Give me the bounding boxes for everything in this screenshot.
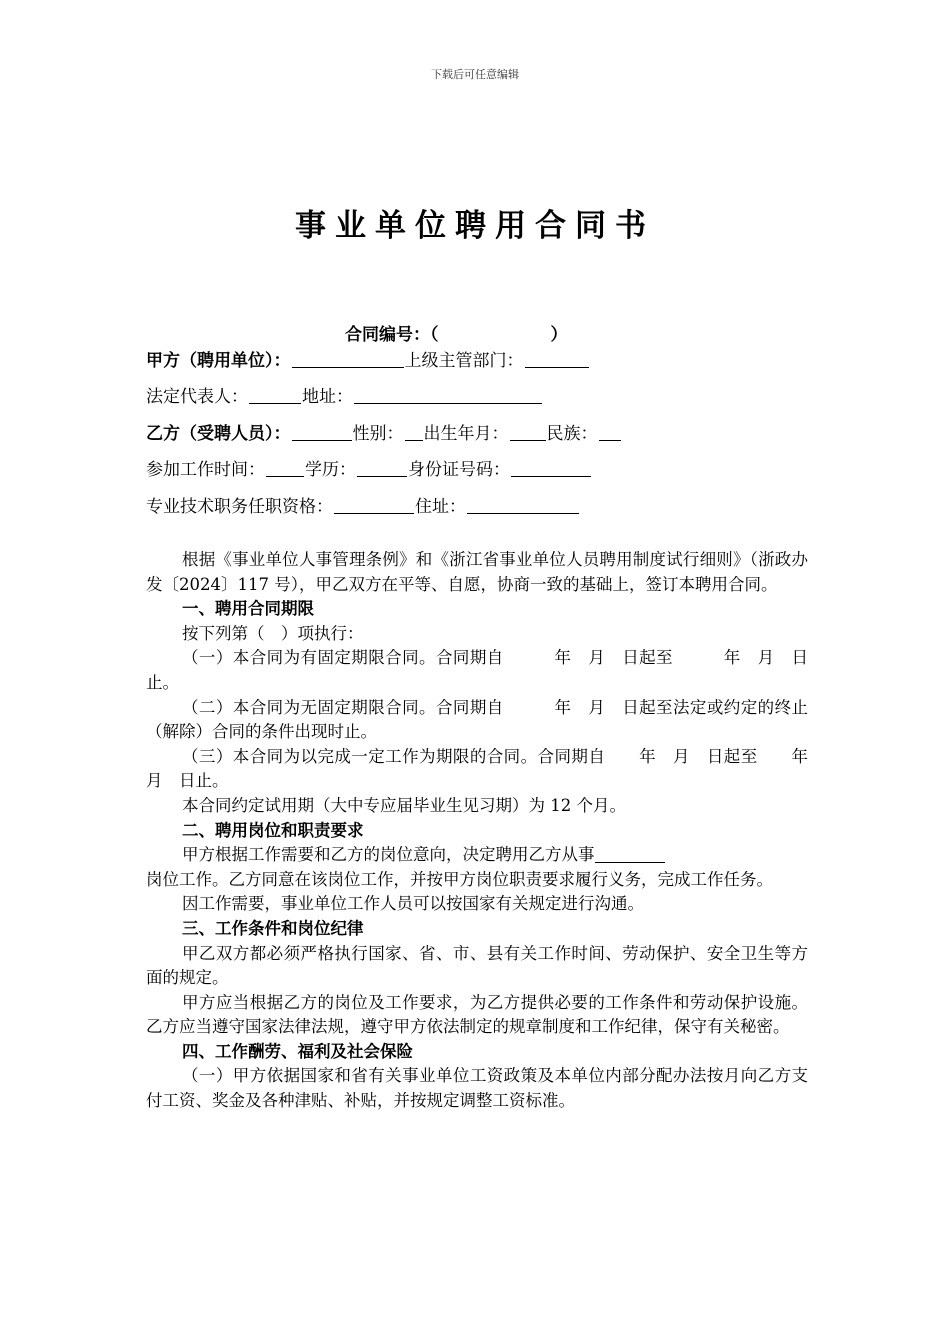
section-2-para-2: 因工作需要，事业单位工作人员可以按国家有关规定进行沟通。	[182, 894, 644, 914]
residence-blank	[467, 497, 579, 514]
section-4-heading: 四、工作酬劳、福利及社会保险	[182, 1041, 413, 1061]
contract-number-label: 合同编号：（	[345, 325, 439, 345]
section-2-para-1a-text: 甲方根据工作需要和乙方的岗位意向，决定聘用乙方从事	[182, 845, 595, 865]
birth-blank	[510, 424, 546, 441]
address-label: 地址：	[302, 387, 353, 407]
section-1-para-5: 本合同约定试用期（大中专应届毕业生见习期）为 12 个月。	[182, 795, 626, 815]
section-2-para-1a	[146, 843, 808, 868]
qualification-line	[146, 492, 580, 517]
party-a-label: 甲方（聘用单位）：	[146, 351, 291, 371]
intro-paragraph: 根据《事业单位人事管理条例》和《浙江省事业单位人员聘用制度试行细则》（浙政办发〔2024〕117 号），甲乙双方在平等、自愿，协商一致的基础上，签订本聘用合同。	[146, 550, 808, 594]
section-1-para-4: （三）本合同为以完成一定工作为期限的合同。合同期自 年 月 日起至 年 月 日止。	[146, 746, 825, 791]
work-start-blank	[266, 460, 304, 477]
legal-rep-line	[146, 382, 543, 407]
gender-blank	[405, 424, 423, 441]
qualification-label: 专业技术职务任职资格：	[146, 497, 333, 517]
education-label: 学历：	[305, 460, 356, 480]
section-1-para-1: 按下列第（ ）项执行：	[182, 623, 364, 643]
section-3-para-2: 甲方应当根据乙方的岗位及工作要求，为乙方提供必要的工作条件和劳动保护设施。乙方应当遵守国家法律法规，遵守甲方依法制定的规章制度和工作纪律，保守有关秘密。	[146, 992, 808, 1037]
contract-number-close: ）	[550, 325, 568, 345]
section-2-para-1b: 岗位工作。乙方同意在该岗位工作，并按甲方岗位职责要求履行义务，完成工作任务。	[146, 869, 773, 889]
party-a-line	[146, 346, 590, 371]
work-info-line	[146, 455, 592, 480]
post-blank	[595, 846, 665, 863]
document-title: 事业单位聘用合同书	[295, 208, 655, 244]
contract-body	[146, 548, 825, 1114]
contract-number	[345, 320, 645, 345]
gender-label: 性别：	[352, 424, 404, 444]
section-3-para-1: 甲乙双方都必须严格执行国家、省、市、县有关工作时间、劳动保护、安全卫生等方面的规定。	[146, 943, 808, 988]
section-1-para-3: （二）本合同为无固定期限合同。合同期自 年 月 日起至法定或约定的终止（解除）合同的条件出现时止。	[146, 697, 808, 742]
section-1-heading: 一、聘用合同期限	[182, 599, 314, 619]
ethnicity-label: 民族：	[546, 424, 598, 444]
qualification-blank	[334, 497, 414, 514]
superior-dept-label: 上级主管部门：	[404, 351, 524, 371]
party-b-blank	[292, 424, 352, 441]
residence-label: 住址：	[415, 497, 466, 517]
party-a-blank	[292, 351, 404, 368]
education-blank	[357, 460, 407, 477]
id-number-blank	[511, 460, 591, 477]
superior-dept-blank	[525, 351, 589, 368]
id-number-label: 身份证号码：	[408, 460, 510, 480]
birth-label: 出生年月：	[423, 424, 509, 444]
section-4-para-1: （一）甲方依据国家和省有关事业单位工资政策及本单位内部分配办法按月向乙方支付工资、奖金及各种津贴、补贴，并按规定调整工资标准。	[146, 1066, 808, 1111]
legal-rep-label: 法定代表人：	[146, 387, 248, 407]
party-b-label: 乙方（受聘人员）：	[146, 424, 291, 444]
ethnicity-blank	[599, 424, 621, 441]
header-note: 下载后可任意编辑	[431, 68, 519, 81]
section-2-heading: 二、聘用岗位和职责要求	[182, 820, 364, 840]
work-start-label: 参加工作时间：	[146, 460, 265, 480]
address-blank	[354, 387, 542, 404]
section-1-para-2: （一）本合同为有固定期限合同。合同期自 年 月 日起至 年 月 日止。	[146, 648, 808, 692]
legal-rep-blank	[249, 387, 301, 404]
party-b-line	[146, 419, 622, 444]
section-3-heading: 三、工作条件和岗位纪律	[182, 918, 364, 938]
